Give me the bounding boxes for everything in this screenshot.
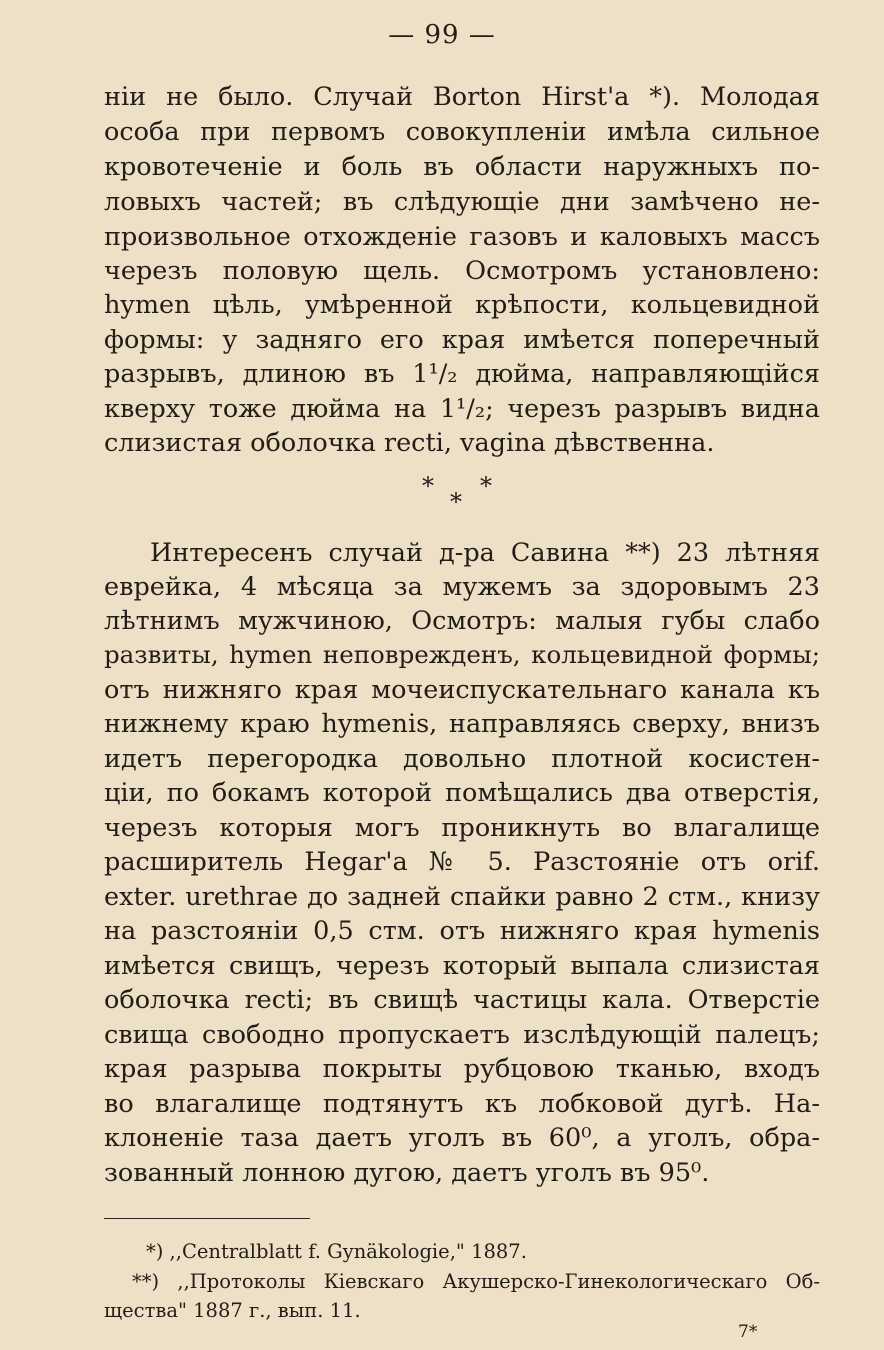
text-line: кверху тоже дюйма на 1¹/₂; черезъ разрывъ видна [104,394,820,424]
text-line: во влагалище подтянутъ къ лобковой дугѣ. На- [104,1089,820,1119]
text-line: еврейка, 4 мѣсяца за мужемъ за здоровымъ 23 [104,572,820,602]
asterism [412,470,492,520]
footnote-2: **) ,,Протоколы Кіевскаго Акушерско-Гинекологическаго Об- [132,1270,820,1293]
text-line: на разстояніи 0,5 стм. отъ нижняго края hymenis [104,916,820,946]
footnote-rule [104,1218,310,1219]
text-line: черезъ половую щель. Осмотромъ установлено: [104,256,820,286]
text-line: развиты, hymen неповрежденъ, кольцевидной формы; [104,640,820,669]
text-line: разрывъ, длиною въ 1¹/₂ дюйма, направляющійся [104,359,820,389]
text-line: hymen цѣль, умѣренной крѣпости, кольцевидной [104,290,820,320]
text-line: имѣется свищъ, черезъ который выпала слизистая [104,951,820,981]
text-line: зованный лонною дугою, даетъ уголъ въ 95⁰. [104,1158,710,1188]
text-line: ціи, по бокамъ которой помѣщались два отверстія, [104,778,820,808]
signature-mark: 7* [738,1322,758,1342]
text-line: формы: у задняго его края имѣется поперечный [104,325,820,355]
text-line: слизистая оболочка recti, vagina дѣвственна. [104,428,715,458]
text-line: кровотеченіе и боль въ области наружныхъ по- [104,152,820,182]
asterism-star: * [450,488,462,516]
text-line: лѣтнимъ мужчиною, Осмотръ: малыя губы слабо [104,606,820,636]
text-line: свища свободно пропускаетъ изслѣдующій палецъ; [104,1020,820,1050]
text-line: особа при первомъ совокупленіи имѣла сильное [104,117,820,147]
text-line: нижнему краю hymenis, направляясь сверху, внизъ [104,709,820,739]
text-line: произвольное отхожденіе газовъ и каловыхъ массъ [104,222,820,252]
text-line: края разрыва покрыты рубцовою тканью, входъ [104,1054,820,1084]
text-line: оболочка recti; въ свищѣ частицы кала. Отверстіе [104,985,820,1015]
footnote-2-continued: щества" 1887 г., вып. 11. [104,1299,361,1322]
text-line: exter. urethrae до задней спайки равно 2 стм., книзу [104,882,820,912]
page-number: — 99 — [388,20,496,50]
text-line: клоненіе таза даетъ уголъ въ 60⁰, а уголъ, обра- [104,1123,820,1153]
text-line: Интересенъ случай д-ра Савина **) 23 лѣтняя [150,538,820,568]
text-line: расширитель Hegar'a № 5. Разстояніе отъ orif. [104,847,820,877]
text-line: отъ нижняго края мочеиспускательнаго канала къ [104,675,820,705]
footnote-1: *) ,,Centralblatt f. Gynäkologie," 1887. [146,1240,527,1263]
text-line: черезъ которыя могъ проникнуть во влагалище [104,813,820,843]
asterism-star: * [480,472,492,500]
asterism-star: * [422,472,434,500]
text-line: идетъ перегородка довольно плотной косистен- [104,744,820,774]
text-line: ловыхъ частей; въ слѣдующіе дни замѣчено не- [104,187,820,217]
text-line: ніи не было. Случай Borton Hirst'a *). Молодая [104,82,820,112]
